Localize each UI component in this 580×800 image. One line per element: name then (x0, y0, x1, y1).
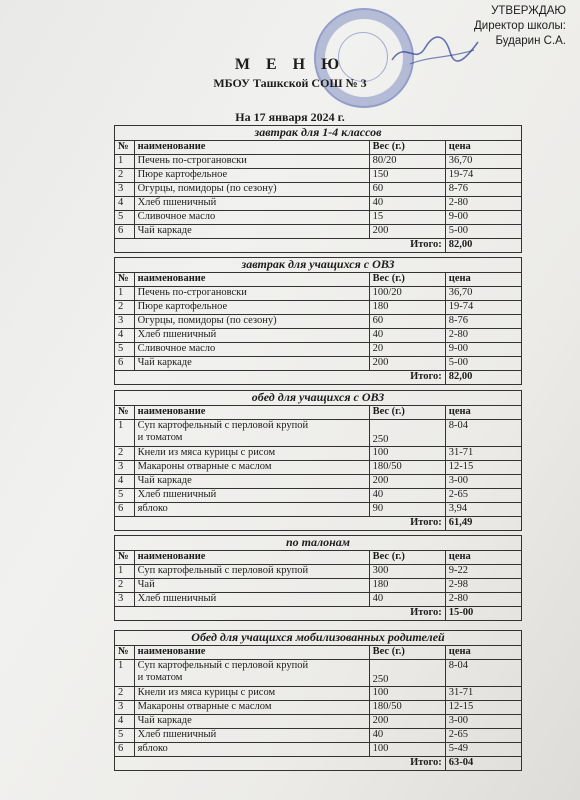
approval-line-3: Бударин С.А. (495, 35, 566, 47)
item-number: 5 (115, 729, 135, 743)
total-label: Итого: (115, 757, 446, 771)
item-number: 5 (115, 489, 135, 503)
item-name: Чай каркаде (134, 357, 369, 371)
item-name (134, 420, 369, 447)
total-row (115, 239, 522, 253)
col-header-weight: Вес (г.) (369, 646, 445, 660)
item-weight: 180/50 (369, 701, 445, 715)
item-price: 8-76 (445, 183, 521, 197)
item-number: 3 (115, 593, 135, 607)
item-number: 2 (115, 447, 135, 461)
item-price: 8-76 (445, 315, 521, 329)
item-name-line1: Суп картофельный с перловой крупой (137, 660, 309, 671)
item-price: 12-15 (445, 461, 521, 475)
item-weight: 20 (369, 343, 445, 357)
table-row (115, 343, 522, 357)
table-row (115, 687, 522, 701)
table-row (115, 729, 522, 743)
table-row (115, 447, 522, 461)
item-name: Макароны отварные с маслом (134, 701, 369, 715)
item-weight: 40 (369, 197, 445, 211)
col-header-weight: Вес (г.) (369, 273, 445, 287)
item-price: 3,94 (445, 503, 521, 517)
item-name: Хлеб пшеничный (134, 489, 369, 503)
approval-line-2: Директор школы: (474, 20, 566, 32)
approval-block (474, 4, 566, 49)
table-row (115, 743, 522, 757)
total-row (115, 517, 522, 531)
col-header-weight: Вес (г.) (369, 406, 445, 420)
item-price: 5-00 (445, 357, 521, 371)
item-number: 6 (115, 743, 135, 757)
item-name: яблоко (134, 743, 369, 757)
item-number: 5 (115, 211, 135, 225)
item-number: 3 (115, 701, 135, 715)
col-header-name: наименование (134, 141, 369, 155)
table-row (115, 420, 522, 447)
table-row (115, 315, 522, 329)
item-number: 1 (115, 420, 135, 447)
total-value: 63-04 (445, 757, 521, 771)
table-row (115, 565, 522, 579)
item-number: 2 (115, 579, 135, 593)
item-price: 9-00 (445, 211, 521, 225)
item-number: 4 (115, 197, 135, 211)
table-row (115, 329, 522, 343)
item-number: 3 (115, 315, 135, 329)
item-price: 31-71 (445, 447, 521, 461)
table-row (115, 169, 522, 183)
col-header-price: цена (445, 141, 521, 155)
item-weight: 40 (369, 729, 445, 743)
item-weight: 180 (369, 579, 445, 593)
item-price: 2-80 (445, 329, 521, 343)
approval-line-1: УТВЕРЖДАЮ (491, 5, 566, 17)
item-weight: 200 (369, 357, 445, 371)
col-header-name: наименование (134, 406, 369, 420)
item-price: 36,70 (445, 287, 521, 301)
item-price: 3-00 (445, 475, 521, 489)
item-name: Чай (134, 579, 369, 593)
item-price: 8-04 (445, 660, 521, 687)
section-title: по талонам (115, 536, 522, 551)
total-row (115, 371, 522, 385)
item-weight: 200 (369, 475, 445, 489)
item-price: 2-65 (445, 489, 521, 503)
item-number: 2 (115, 169, 135, 183)
item-price: 9-22 (445, 565, 521, 579)
section-title: обед для учащихся с ОВЗ (115, 391, 522, 406)
item-price: 19-74 (445, 169, 521, 183)
total-label: Итого: (115, 239, 446, 253)
item-name: Огурцы, помидоры (по сезону) (134, 183, 369, 197)
item-name-line2: и томатом (137, 672, 183, 683)
item-weight: 180/50 (369, 461, 445, 475)
item-number: 1 (115, 660, 135, 687)
item-weight: 100 (369, 687, 445, 701)
col-header-price: цена (445, 646, 521, 660)
item-name-line2: и томатом (137, 432, 183, 443)
col-header-price: цена (445, 406, 521, 420)
table-row (115, 701, 522, 715)
item-name: Суп картофельный с перловой крупой (134, 565, 369, 579)
col-header-price: цена (445, 273, 521, 287)
item-number: 3 (115, 461, 135, 475)
item-price: 3-00 (445, 715, 521, 729)
item-price: 31-71 (445, 687, 521, 701)
col-header-num: № (115, 141, 135, 155)
item-name (134, 660, 369, 687)
table-row (115, 715, 522, 729)
col-header-weight: Вес (г.) (369, 551, 445, 565)
item-weight: 150 (369, 169, 445, 183)
total-label: Итого: (115, 607, 446, 621)
item-weight: 200 (369, 715, 445, 729)
item-name: Печень по-строгановски (134, 287, 369, 301)
item-weight: 250 (369, 660, 445, 687)
item-weight: 100/20 (369, 287, 445, 301)
item-number: 2 (115, 687, 135, 701)
table-row (115, 593, 522, 607)
col-header-price: цена (445, 551, 521, 565)
item-name: Хлеб пшеничный (134, 329, 369, 343)
item-number: 5 (115, 343, 135, 357)
item-name: Хлеб пшеничный (134, 729, 369, 743)
item-name: Чай каркаде (134, 225, 369, 239)
item-name: Кнели из мяса курицы с рисом (134, 447, 369, 461)
menu-table-1 (114, 125, 522, 253)
item-weight: 100 (369, 447, 445, 461)
item-price: 2-65 (445, 729, 521, 743)
section-title: завтрак для 1-4 классов (115, 126, 522, 141)
col-header-name: наименование (134, 273, 369, 287)
table-row (115, 197, 522, 211)
menu-title: М Е Н Ю (234, 56, 346, 73)
item-weight: 40 (369, 489, 445, 503)
item-price: 19-74 (445, 301, 521, 315)
menu-date: На 17 января 2024 г. (235, 110, 345, 124)
item-number: 1 (115, 155, 135, 169)
table-row (115, 503, 522, 517)
item-name: Огурцы, помидоры (по сезону) (134, 315, 369, 329)
item-number: 3 (115, 183, 135, 197)
total-value: 61,49 (445, 517, 521, 531)
item-weight: 40 (369, 329, 445, 343)
menu-table-5 (114, 630, 522, 771)
item-number: 6 (115, 225, 135, 239)
item-name: Хлеб пшеничный (134, 197, 369, 211)
item-weight: 100 (369, 743, 445, 757)
menu-table-3 (114, 390, 522, 531)
table-row (115, 357, 522, 371)
item-name: Сливочное масло (134, 343, 369, 357)
item-weight: 200 (369, 225, 445, 239)
item-number: 1 (115, 565, 135, 579)
table-row (115, 183, 522, 197)
table-row (115, 301, 522, 315)
table-row (115, 225, 522, 239)
item-weight: 60 (369, 315, 445, 329)
item-name: Кнели из мяса курицы с рисом (134, 687, 369, 701)
table-row (115, 461, 522, 475)
menu-table-2 (114, 257, 522, 385)
total-row (115, 607, 522, 621)
item-name: Чай каркаде (134, 475, 369, 489)
item-name: Макароны отварные с маслом (134, 461, 369, 475)
item-number: 6 (115, 357, 135, 371)
item-price: 5-49 (445, 743, 521, 757)
table-row (115, 660, 522, 687)
item-number: 2 (115, 301, 135, 315)
item-name: яблоко (134, 503, 369, 517)
col-header-name: наименование (134, 646, 369, 660)
section-title: завтрак для учащихся с ОВЗ (115, 258, 522, 273)
section-title: Обед для учащихся мобилизованных родителей (115, 631, 522, 646)
item-price: 12-15 (445, 701, 521, 715)
col-header-num: № (115, 551, 135, 565)
item-name: Пюре картофельное (134, 301, 369, 315)
table-row (115, 475, 522, 489)
item-name: Хлеб пшеничный (134, 593, 369, 607)
item-price: 2-80 (445, 593, 521, 607)
col-header-weight: Вес (г.) (369, 141, 445, 155)
menu-table-4 (114, 535, 522, 621)
item-price: 5-00 (445, 225, 521, 239)
item-weight: 60 (369, 183, 445, 197)
col-header-num: № (115, 406, 135, 420)
item-price: 2-80 (445, 197, 521, 211)
item-weight: 180 (369, 301, 445, 315)
total-value: 15-00 (445, 607, 521, 621)
item-price: 9-00 (445, 343, 521, 357)
school-name: МБОУ Ташкской СОШ № 3 (213, 76, 367, 90)
item-weight: 40 (369, 593, 445, 607)
total-row (115, 757, 522, 771)
col-header-num: № (115, 646, 135, 660)
item-number: 4 (115, 475, 135, 489)
item-name: Пюре картофельное (134, 169, 369, 183)
item-number: 1 (115, 287, 135, 301)
total-label: Итого: (115, 371, 446, 385)
total-value: 82,00 (445, 239, 521, 253)
item-number: 4 (115, 715, 135, 729)
item-name-line1: Суп картофельный с перловой крупой (137, 420, 309, 431)
col-header-name: наименование (134, 551, 369, 565)
total-label: Итого: (115, 517, 446, 531)
item-price: 8-04 (445, 420, 521, 447)
item-name: Чай каркаде (134, 715, 369, 729)
table-row (115, 287, 522, 301)
item-name: Печень по-строгановски (134, 155, 369, 169)
item-number: 4 (115, 329, 135, 343)
table-row (115, 211, 522, 225)
item-price: 2-98 (445, 579, 521, 593)
item-name: Сливочное масло (134, 211, 369, 225)
table-row (115, 155, 522, 169)
item-weight: 15 (369, 211, 445, 225)
table-row (115, 489, 522, 503)
item-weight: 300 (369, 565, 445, 579)
col-header-num: № (115, 273, 135, 287)
item-weight: 90 (369, 503, 445, 517)
table-row (115, 579, 522, 593)
total-value: 82,00 (445, 371, 521, 385)
item-weight: 80/20 (369, 155, 445, 169)
item-price: 36,70 (445, 155, 521, 169)
item-number: 6 (115, 503, 135, 517)
item-weight: 250 (369, 420, 445, 447)
